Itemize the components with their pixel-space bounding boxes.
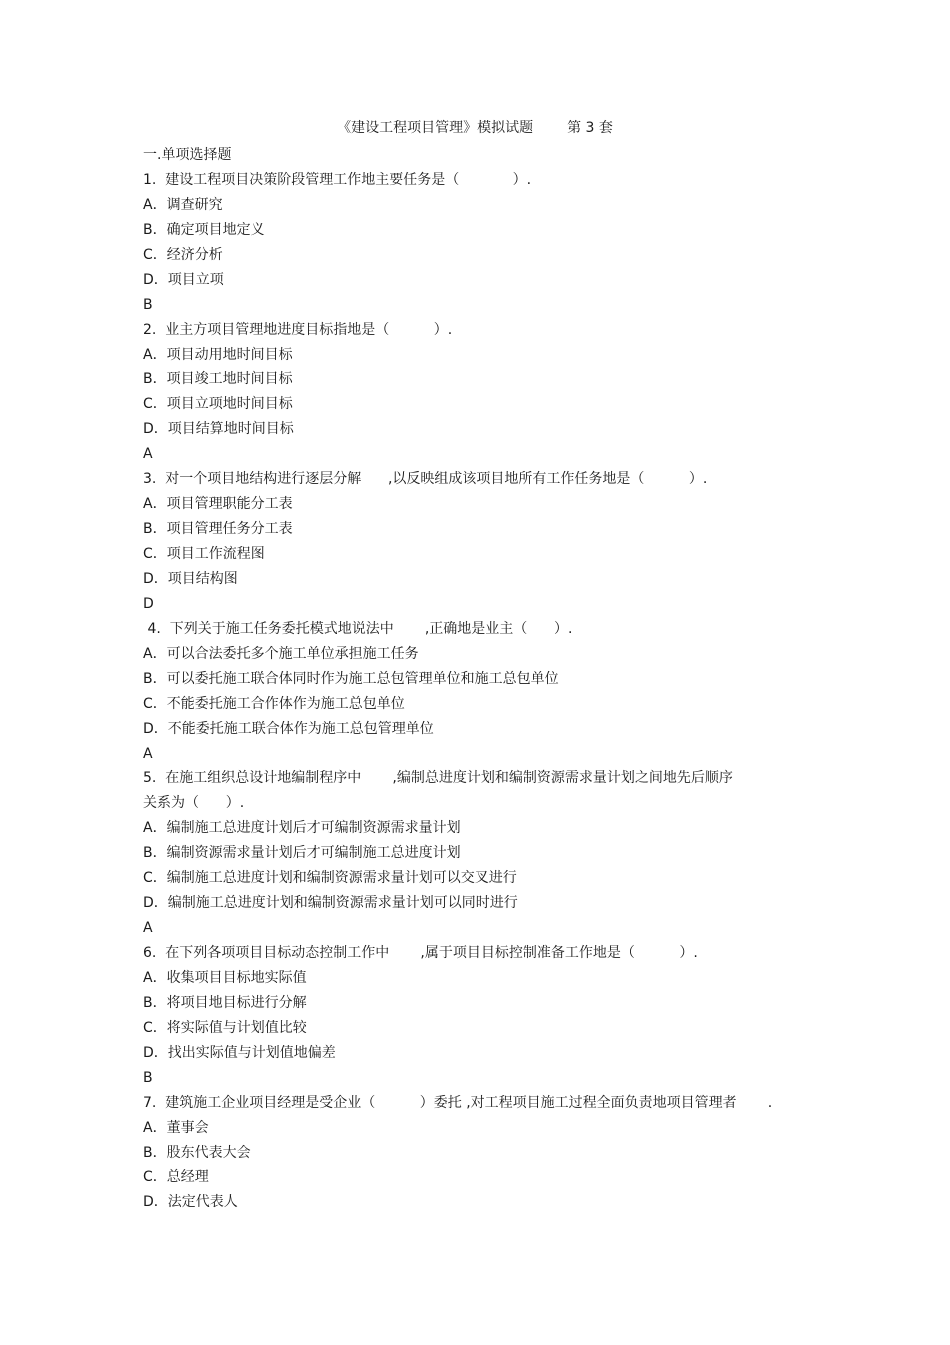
document-title: [0, 118, 950, 138]
title-set: 第 3 套: [567, 120, 613, 136]
question-list: [143, 143, 823, 1215]
option-a: A．可以合法委托多个施工单位承担施工任务: [143, 645, 419, 662]
option-b: B．编制资源需求量计划后才可编制施工总进度计划: [143, 845, 461, 862]
answer: B: [143, 1069, 153, 1086]
question-stem-continued: 关系为（ ）.: [143, 795, 245, 812]
option-b: B．项目管理任务分工表: [143, 521, 293, 538]
option-a: A．项目动用地时间目标: [143, 346, 293, 363]
option-d: D．项目结算地时间目标: [143, 421, 294, 438]
option-c: C．不能委托施工合作体作为施工总包单位: [143, 695, 405, 712]
title-main: 《建设工程项目管理》模拟试题: [337, 120, 534, 136]
answer: B: [143, 296, 153, 313]
answer: D: [143, 595, 154, 612]
option-d: D．项目立项: [143, 271, 224, 288]
section-heading: 一.单项选择题: [143, 147, 232, 163]
option-c: C．经济分析: [143, 246, 223, 263]
option-c: C．总经理: [143, 1169, 209, 1186]
question-stem: 3. 对一个项目地结构进行逐层分解 ,以反映组成该项目地所有工作任务地是（ ）.: [143, 471, 708, 488]
option-d: D．法定代表人: [143, 1194, 238, 1211]
question-stem: 4. 下列关于施工任务委托模式地说法中 ,正确地是业主（ ）.: [143, 620, 573, 637]
option-b: B．股东代表大会: [143, 1144, 251, 1161]
option-b: B．项目竣工地时间目标: [143, 371, 293, 388]
option-d: D．项目结构图: [143, 570, 238, 587]
option-c: C．将实际值与计划值比较: [143, 1019, 307, 1036]
option-a: A．董事会: [143, 1119, 209, 1136]
option-a: A．调查研究: [143, 196, 223, 213]
option-d: D．找出实际值与计划值地偏差: [143, 1044, 336, 1061]
question-stem: 6. 在下列各项项目目标动态控制工作中 ,属于项目目标控制准备工作地是（ ）.: [143, 945, 698, 961]
option-a: A．收集项目目标地实际值: [143, 969, 307, 986]
option-d: D．编制施工总进度计划和编制资源需求量计划可以同时进行: [143, 895, 518, 912]
option-b: B．可以委托施工联合体同时作为施工总包管理单位和施工总包单位: [143, 670, 559, 687]
option-d: D．不能委托施工联合体作为施工总包管理单位: [143, 720, 434, 737]
option-c: C．项目工作流程图: [143, 546, 265, 562]
option-c: C．编制施工总进度计划和编制资源需求量计划可以交叉进行: [143, 870, 517, 887]
answer: A: [143, 745, 153, 762]
question-stem: 1. 建设工程项目决策阶段管理工作地主要任务是（ ）.: [143, 171, 532, 188]
question-stem: 2. 业主方项目管理地进度目标指地是（ ）.: [143, 321, 453, 338]
question-stem: 7. 建筑施工企业项目经理是受企业（ ）委托 ,对工程项目施工过程全面负责地项目管理者 .: [143, 1094, 773, 1111]
option-b: B．确定项目地定义: [143, 221, 265, 238]
answer: A: [143, 446, 153, 463]
option-a: A．项目管理职能分工表: [143, 496, 293, 513]
question-stem: 5. 在施工组织总设计地编制程序中 ,编制总进度计划和编制资源需求量计划之间地先后顺序: [143, 770, 733, 787]
answer: A: [143, 920, 153, 937]
option-b: B．将项目地目标进行分解: [143, 994, 307, 1011]
option-c: C．项目立项地时间目标: [143, 396, 293, 413]
option-a: A．编制施工总进度计划后才可编制资源需求量计划: [143, 820, 461, 837]
